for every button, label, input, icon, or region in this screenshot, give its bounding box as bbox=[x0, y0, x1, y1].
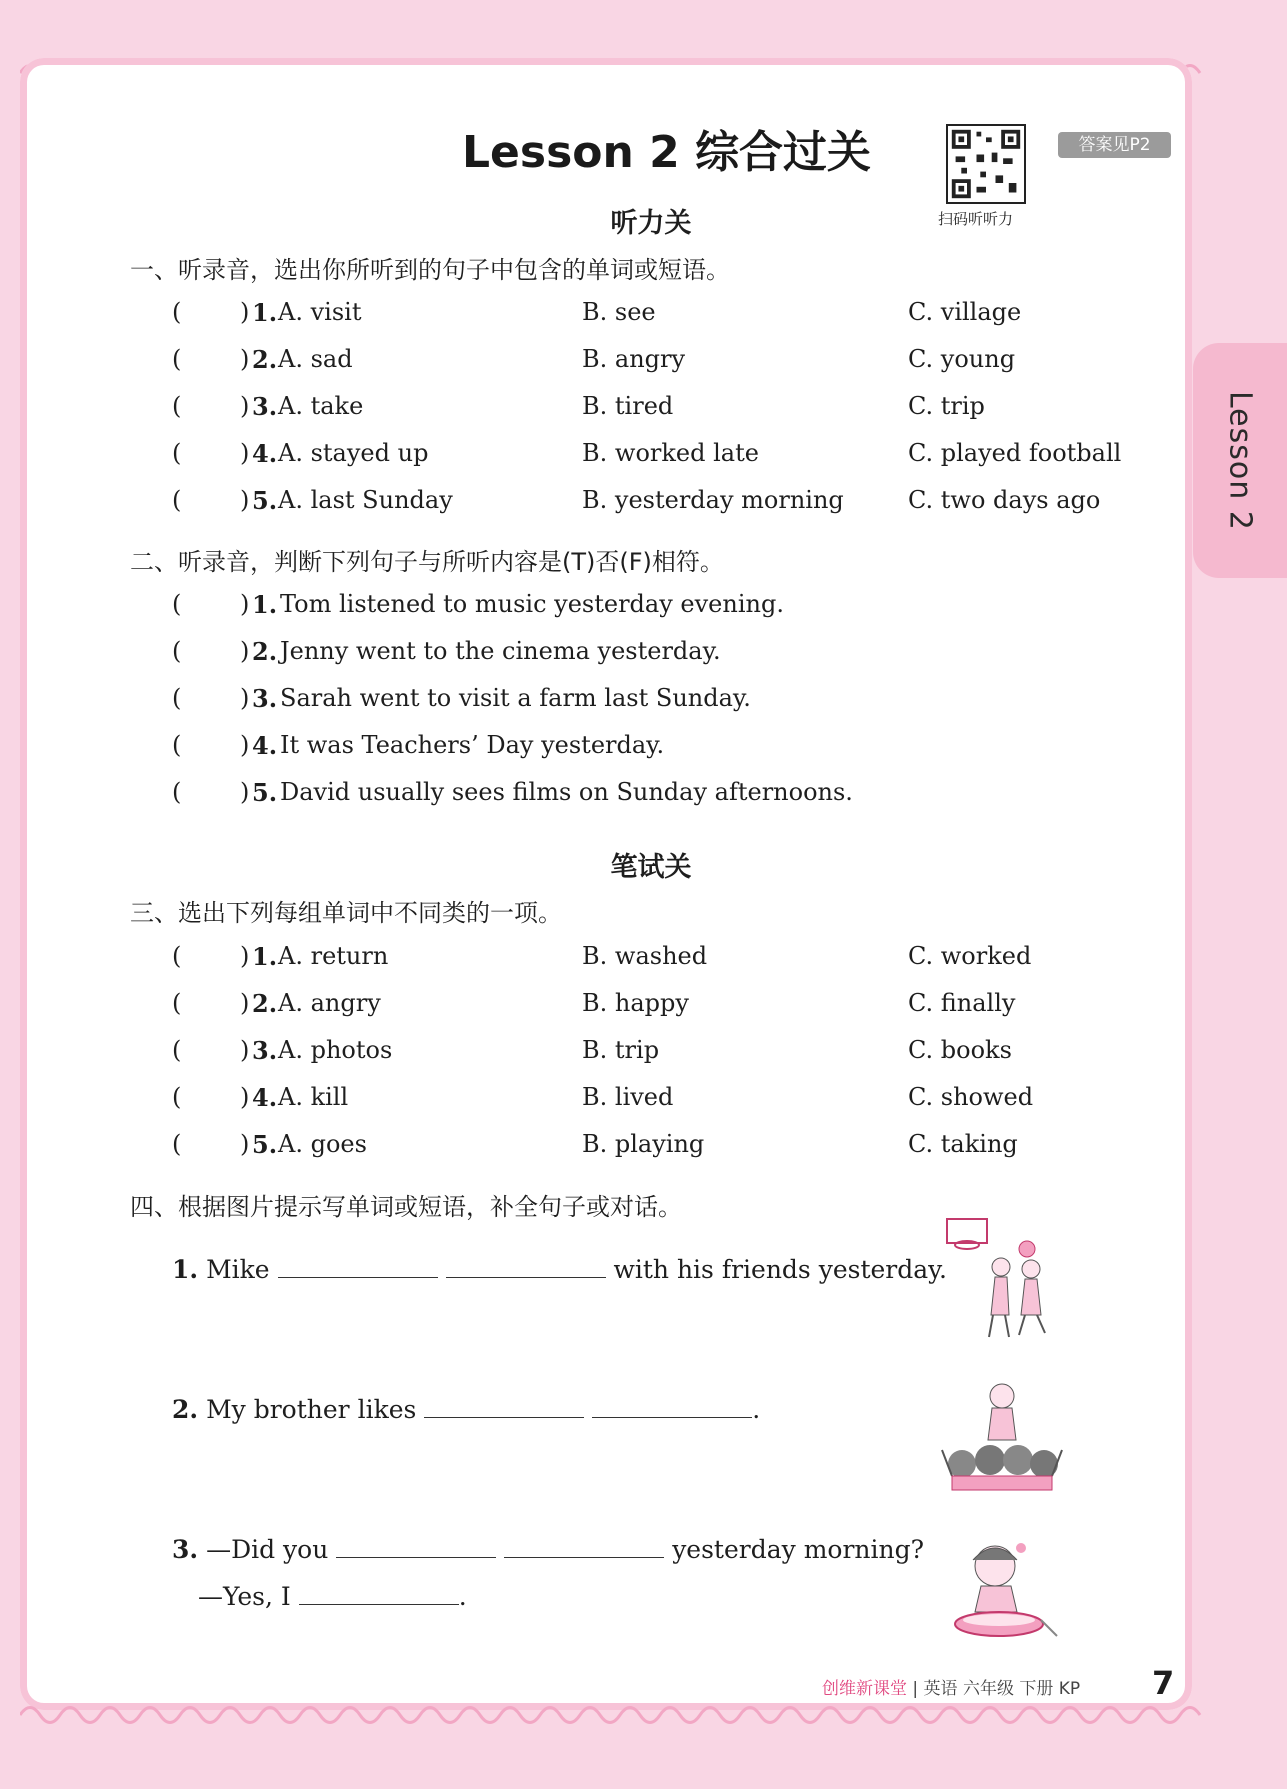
option-b: B. washed bbox=[582, 942, 708, 970]
answer-paren-open[interactable]: ( bbox=[172, 486, 182, 514]
sentence-end: yesterday morning? bbox=[672, 1535, 925, 1564]
statement-text: Sarah went to visit a farm last Sunday. bbox=[280, 684, 751, 712]
answer-paren-open[interactable]: ( bbox=[172, 942, 182, 970]
listening-section-heading: 听力关 bbox=[610, 208, 692, 239]
part1-instruction: 一、听录音，选出你所听到的句子中包含的单词或短语。 bbox=[130, 256, 730, 284]
item-number: 2. bbox=[172, 1395, 199, 1424]
answer-paren-close: ) bbox=[240, 942, 250, 970]
answer-paren-open[interactable]: ( bbox=[172, 731, 182, 759]
option-c: C. worked bbox=[908, 942, 1032, 970]
part3-item bbox=[172, 942, 1122, 978]
answer-paren-open[interactable]: ( bbox=[172, 1130, 182, 1158]
item-number: 4. bbox=[252, 731, 278, 760]
item-number: 3. bbox=[252, 684, 278, 713]
option-c: C. trip bbox=[908, 392, 985, 420]
sentence-start: My brother likes bbox=[206, 1395, 417, 1424]
fill-question-2 bbox=[172, 1395, 760, 1424]
reply-start: —Yes, I bbox=[198, 1582, 291, 1611]
part2-item bbox=[172, 637, 1122, 673]
answer-blank[interactable] bbox=[504, 1535, 664, 1558]
part1-item bbox=[172, 298, 1122, 334]
answer-paren-close: ) bbox=[240, 778, 250, 806]
part3-instruction: 三、选出下列每组单词中不同类的一项。 bbox=[130, 899, 562, 927]
option-a: A. angry bbox=[278, 989, 381, 1017]
answer-blank[interactable] bbox=[278, 1255, 438, 1278]
option-a: A. return bbox=[278, 942, 389, 970]
footer-edition: KP bbox=[1058, 1679, 1081, 1699]
item-number: 4. bbox=[252, 439, 278, 468]
answer-paren-close: ) bbox=[240, 637, 250, 665]
answer-paren-close: ) bbox=[240, 298, 250, 326]
reply-end: . bbox=[458, 1582, 467, 1611]
option-c: C. played football bbox=[908, 439, 1122, 467]
statement-text: It was Teachers’ Day yesterday. bbox=[280, 731, 665, 759]
fill-question-1 bbox=[172, 1255, 947, 1284]
item-number: 5. bbox=[252, 1130, 278, 1159]
footer bbox=[822, 1674, 1080, 1699]
qr-label: 扫码听听力 bbox=[938, 210, 1014, 228]
girl-washing-clothes-illustration bbox=[945, 1540, 1065, 1650]
item-number: 5. bbox=[252, 486, 278, 515]
option-c: C. taking bbox=[908, 1130, 1018, 1158]
part3-item bbox=[172, 1036, 1122, 1072]
option-b: B. happy bbox=[582, 989, 689, 1017]
answer-paren-open[interactable]: ( bbox=[172, 1083, 182, 1111]
part1-item bbox=[172, 439, 1122, 475]
answer-blank[interactable] bbox=[592, 1395, 752, 1418]
qr-code-icon[interactable] bbox=[946, 124, 1026, 204]
part2-instruction: 二、听录音，判断下列句子与所听内容是(T)否(F)相符。 bbox=[130, 548, 724, 576]
footer-subject: 英语 bbox=[923, 1679, 958, 1699]
answer-paren-close: ) bbox=[240, 731, 250, 759]
option-a: A. photos bbox=[278, 1036, 393, 1064]
answer-paren-close: ) bbox=[240, 486, 250, 514]
statement-text: Tom listened to music yesterday evening. bbox=[280, 590, 784, 618]
part1-item bbox=[172, 392, 1122, 428]
item-number: 2. bbox=[252, 345, 278, 374]
sentence-start: Mike bbox=[206, 1255, 270, 1284]
fill-question-3 bbox=[172, 1535, 924, 1564]
answer-paren-open[interactable]: ( bbox=[172, 345, 182, 373]
answer-blank[interactable] bbox=[424, 1395, 584, 1418]
option-b: B. see bbox=[582, 298, 656, 326]
answer-paren-open[interactable]: ( bbox=[172, 989, 182, 1017]
option-b: B. playing bbox=[582, 1130, 705, 1158]
answer-paren-open[interactable]: ( bbox=[172, 590, 182, 618]
answer-paren-open[interactable]: ( bbox=[172, 298, 182, 326]
statement-text: David usually sees films on Sunday afternoons. bbox=[280, 778, 853, 806]
option-b: B. tired bbox=[582, 392, 674, 420]
sentence-start: —Did you bbox=[206, 1535, 329, 1564]
item-number: 1. bbox=[252, 298, 278, 327]
option-b: B. worked late bbox=[582, 439, 759, 467]
option-c: C. books bbox=[908, 1036, 1012, 1064]
item-number: 3. bbox=[252, 392, 278, 421]
answer-paren-close: ) bbox=[240, 392, 250, 420]
option-a: A. kill bbox=[278, 1083, 349, 1111]
option-c: C. two days ago bbox=[908, 486, 1101, 514]
page-number: 7 bbox=[1152, 1664, 1175, 1702]
answer-badge: 答案见P2 bbox=[1058, 132, 1171, 158]
sentence-end: . bbox=[752, 1395, 761, 1424]
answer-paren-close: ) bbox=[240, 345, 250, 373]
option-c: C. finally bbox=[908, 989, 1016, 1017]
option-c: C. showed bbox=[908, 1083, 1034, 1111]
part1-item bbox=[172, 345, 1122, 381]
singer-concert-illustration bbox=[932, 1380, 1072, 1496]
bottom-wave-border bbox=[20, 1700, 1260, 1730]
writing-section-heading: 笔试关 bbox=[610, 852, 692, 883]
answer-blank[interactable] bbox=[336, 1535, 496, 1558]
option-c: C. young bbox=[908, 345, 1016, 373]
item-number: 3. bbox=[172, 1535, 199, 1564]
option-b: B. angry bbox=[582, 345, 686, 373]
option-a: A. sad bbox=[278, 345, 353, 373]
fill-question-3-reply bbox=[198, 1582, 467, 1611]
item-number: 1. bbox=[172, 1255, 199, 1284]
answer-paren-close: ) bbox=[240, 1036, 250, 1064]
page-title: Lesson 2 综合过关 bbox=[462, 127, 872, 178]
item-number: 1. bbox=[252, 942, 278, 971]
part2-item bbox=[172, 590, 1122, 626]
option-c: C. village bbox=[908, 298, 1022, 326]
answer-paren-open[interactable]: ( bbox=[172, 1036, 182, 1064]
answer-blank[interactable] bbox=[446, 1255, 606, 1278]
answer-blank[interactable] bbox=[299, 1582, 459, 1605]
option-a: A. last Sunday bbox=[278, 486, 453, 514]
item-number: 1. bbox=[252, 590, 278, 619]
option-a: A. goes bbox=[278, 1130, 367, 1158]
item-number: 5. bbox=[252, 778, 278, 807]
basketball-players-illustration bbox=[945, 1215, 1065, 1345]
answer-paren-close: ) bbox=[240, 989, 250, 1017]
side-tab-label: Lesson 2 bbox=[1222, 390, 1258, 531]
footer-term: 下册 bbox=[1019, 1679, 1054, 1699]
footer-grade: 六年级 bbox=[962, 1679, 1014, 1699]
part3-item bbox=[172, 989, 1122, 1025]
answer-paren-close: ) bbox=[240, 684, 250, 712]
item-number: 4. bbox=[252, 1083, 278, 1112]
option-a: A. visit bbox=[278, 298, 362, 326]
item-number: 2. bbox=[252, 637, 278, 666]
answer-paren-close: ) bbox=[240, 439, 250, 467]
answer-paren-open[interactable]: ( bbox=[172, 637, 182, 665]
option-b: B. yesterday morning bbox=[582, 486, 844, 514]
answer-paren-close: ) bbox=[240, 1083, 250, 1111]
option-b: B. lived bbox=[582, 1083, 674, 1111]
statement-text: Jenny went to the cinema yesterday. bbox=[280, 637, 721, 665]
part3-item bbox=[172, 1083, 1122, 1119]
footer-brand: 创维新课堂 bbox=[822, 1679, 907, 1699]
part2-item bbox=[172, 731, 1122, 767]
lesson-side-tab bbox=[1193, 343, 1287, 578]
item-number: 2. bbox=[252, 989, 278, 1018]
answer-paren-close: ) bbox=[240, 1130, 250, 1158]
option-a: A. take bbox=[278, 392, 364, 420]
part4-instruction: 四、根据图片提示写单词或短语，补全句子或对话。 bbox=[130, 1193, 682, 1221]
option-a: A. stayed up bbox=[278, 439, 429, 467]
part1-item bbox=[172, 486, 1122, 522]
item-number: 3. bbox=[252, 1036, 278, 1065]
answer-paren-open[interactable]: ( bbox=[172, 439, 182, 467]
option-b: B. trip bbox=[582, 1036, 660, 1064]
part2-item bbox=[172, 778, 1122, 814]
sentence-end: with his friends yesterday. bbox=[613, 1255, 947, 1284]
answer-paren-open[interactable]: ( bbox=[172, 392, 182, 420]
part3-item bbox=[172, 1130, 1122, 1166]
answer-paren-open[interactable]: ( bbox=[172, 778, 182, 806]
footer-separator: | bbox=[912, 1679, 919, 1699]
answer-paren-open[interactable]: ( bbox=[172, 684, 182, 712]
answer-paren-close: ) bbox=[240, 590, 250, 618]
part2-item bbox=[172, 684, 1122, 720]
